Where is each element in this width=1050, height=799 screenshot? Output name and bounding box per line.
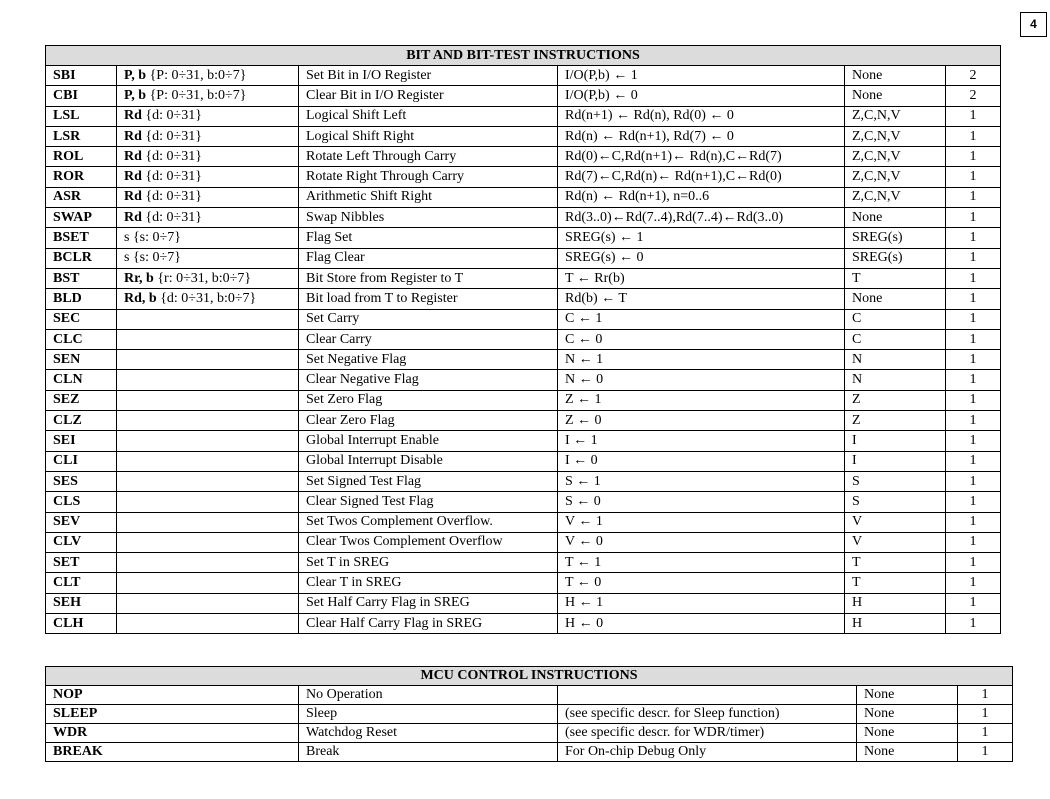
- operation-cell: SREG(s) ← 0: [558, 248, 845, 268]
- table-row: [46, 573, 1001, 593]
- flags-cell: Z,C,N,V: [845, 147, 946, 167]
- cycles-cell: 1: [946, 553, 1001, 573]
- flags-cell: T: [845, 553, 946, 573]
- mnemonic-cell: BCLR: [46, 248, 117, 268]
- description-cell: Clear Bit in I/O Register: [299, 86, 558, 106]
- flags-cell: H: [845, 593, 946, 613]
- mnemonic-cell: SEZ: [46, 390, 117, 410]
- flags-cell: Z,C,N,V: [845, 106, 946, 126]
- table-row: [46, 248, 1001, 268]
- operand-range: {d: 0÷31}: [141, 189, 202, 205]
- operation-cell: Z ← 1: [558, 390, 845, 410]
- operation-cell: Rd(n) ← Rd(n+1), n=0..6: [558, 187, 845, 207]
- table-row: [46, 390, 1001, 410]
- operation-cell: S ← 0: [558, 492, 845, 512]
- operand-registers: P, b: [124, 87, 147, 103]
- mnemonic-cell: CLS: [46, 492, 117, 512]
- table-title: BIT AND BIT-TEST INSTRUCTIONS: [46, 46, 1001, 66]
- description-cell: Clear Signed Test Flag: [299, 492, 558, 512]
- mnemonic-cell: SBI: [46, 66, 117, 86]
- flags-cell: C: [845, 309, 946, 329]
- flags-cell: C: [845, 329, 946, 349]
- flags-cell: None: [857, 743, 958, 762]
- operands-cell: [117, 66, 299, 86]
- flags-cell: T: [845, 268, 946, 288]
- table-row: [46, 268, 1001, 288]
- mnemonic-cell: BST: [46, 268, 117, 288]
- operation-cell: Rd(3..0)←Rd(7..4),Rd(7..4)←Rd(3..0): [558, 208, 845, 228]
- mnemonic-cell: CLH: [46, 614, 117, 634]
- mnemonic-cell: BLD: [46, 289, 117, 309]
- flags-cell: None: [857, 686, 958, 705]
- mnemonic-cell: CBI: [46, 86, 117, 106]
- cycles-cell: 1: [958, 686, 1013, 705]
- cycles-cell: 1: [946, 471, 1001, 491]
- operand-registers: Rd: [124, 189, 142, 205]
- operation-cell: T ← 0: [558, 573, 845, 593]
- table-row: [46, 167, 1001, 187]
- operands-cell: [117, 228, 299, 248]
- description-cell: Global Interrupt Disable: [299, 451, 558, 471]
- operation-cell: C ← 1: [558, 309, 845, 329]
- description-cell: Logical Shift Right: [299, 126, 558, 146]
- description-cell: Clear Twos Complement Overflow: [299, 532, 558, 552]
- flags-cell: None: [845, 289, 946, 309]
- cycles-cell: 1: [946, 106, 1001, 126]
- table-row: [46, 329, 1001, 349]
- table-row: [46, 66, 1001, 86]
- cycles-cell: 1: [946, 573, 1001, 593]
- table-row: [46, 350, 1001, 370]
- mnemonic-cell: CLZ: [46, 411, 117, 431]
- cycles-cell: 1: [946, 126, 1001, 146]
- flags-cell: Z,C,N,V: [845, 126, 946, 146]
- flags-cell: V: [845, 512, 946, 532]
- mnemonic-cell: ROL: [46, 147, 117, 167]
- table-row: [46, 492, 1001, 512]
- description-cell: Sleep: [299, 705, 558, 724]
- operands-cell: [117, 208, 299, 228]
- table-row: [46, 289, 1001, 309]
- cycles-cell: 1: [946, 268, 1001, 288]
- operand-range: {d: 0÷31, b:0÷7}: [156, 290, 257, 306]
- operation-cell: T ← 1: [558, 553, 845, 573]
- mnemonic-cell: SEI: [46, 431, 117, 451]
- operand-range: {d: 0÷31}: [141, 108, 202, 124]
- flags-cell: Z: [845, 411, 946, 431]
- mnemonic-cell: SWAP: [46, 208, 117, 228]
- description-cell: Clear T in SREG: [299, 573, 558, 593]
- table-row: [46, 147, 1001, 167]
- operands-cell: [117, 431, 299, 451]
- operation-cell: V ← 1: [558, 512, 845, 532]
- operation-cell: H ← 0: [558, 614, 845, 634]
- description-cell: Global Interrupt Enable: [299, 431, 558, 451]
- operands-cell: [117, 573, 299, 593]
- table-row: [46, 431, 1001, 451]
- flags-cell: SREG(s): [845, 228, 946, 248]
- operands-cell: [117, 614, 299, 634]
- cycles-cell: 1: [946, 187, 1001, 207]
- operation-cell: I ← 1: [558, 431, 845, 451]
- description-cell: Set Bit in I/O Register: [299, 66, 558, 86]
- operands-cell: [117, 451, 299, 471]
- description-cell: Logical Shift Left: [299, 106, 558, 126]
- flags-cell: Z,C,N,V: [845, 167, 946, 187]
- operands-cell: [117, 553, 299, 573]
- mnemonic-cell: NOP: [46, 686, 299, 705]
- table-title: MCU CONTROL INSTRUCTIONS: [46, 667, 1013, 686]
- operands-cell: [117, 532, 299, 552]
- operand-range: {d: 0÷31}: [141, 128, 202, 144]
- cycles-cell: 1: [946, 431, 1001, 451]
- description-cell: Set Negative Flag: [299, 350, 558, 370]
- flags-cell: N: [845, 370, 946, 390]
- description-cell: Bit Store from Register to T: [299, 268, 558, 288]
- operation-cell: N ← 0: [558, 370, 845, 390]
- mnemonic-cell: ASR: [46, 187, 117, 207]
- operand-registers: Rd: [124, 148, 142, 164]
- operands-cell: [117, 248, 299, 268]
- mnemonic-cell: SET: [46, 553, 117, 573]
- operation-cell: (see specific descr. for Sleep function): [558, 705, 857, 724]
- description-cell: Rotate Left Through Carry: [299, 147, 558, 167]
- flags-cell: SREG(s): [845, 248, 946, 268]
- description-cell: Swap Nibbles: [299, 208, 558, 228]
- operand-range: s {s: 0÷7}: [124, 250, 181, 266]
- operation-cell: Rd(7)←C,Rd(n)← Rd(n+1),C←Rd(0): [558, 167, 845, 187]
- bit-instructions-table: [45, 45, 1001, 634]
- mnemonic-cell: WDR: [46, 724, 299, 743]
- description-cell: Set Twos Complement Overflow.: [299, 512, 558, 532]
- operand-registers: Rr, b: [124, 270, 154, 286]
- cycles-cell: 1: [958, 743, 1013, 762]
- table-row: [46, 126, 1001, 146]
- table-row: [46, 228, 1001, 248]
- table-row: [46, 705, 1013, 724]
- description-cell: Set Signed Test Flag: [299, 471, 558, 491]
- table-row: [46, 532, 1001, 552]
- table-row: [46, 593, 1001, 613]
- mnemonic-cell: CLT: [46, 573, 117, 593]
- operand-range: {P: 0÷31, b:0÷7}: [146, 67, 247, 83]
- cycles-cell: 1: [946, 228, 1001, 248]
- table-row: [46, 553, 1001, 573]
- mnemonic-cell: CLI: [46, 451, 117, 471]
- operation-cell: I ← 0: [558, 451, 845, 471]
- mnemonic-cell: BSET: [46, 228, 117, 248]
- flags-cell: None: [857, 724, 958, 743]
- table-row: [46, 614, 1001, 634]
- operation-cell: H ← 1: [558, 593, 845, 613]
- operands-cell: [117, 471, 299, 491]
- operation-cell: C ← 0: [558, 329, 845, 349]
- operation-cell: Rd(0)←C,Rd(n+1)← Rd(n),C←Rd(7): [558, 147, 845, 167]
- cycles-cell: 1: [946, 451, 1001, 471]
- operands-cell: [117, 512, 299, 532]
- flags-cell: I: [845, 451, 946, 471]
- description-cell: Set Half Carry Flag in SREG: [299, 593, 558, 613]
- operands-cell: [117, 593, 299, 613]
- operands-cell: [117, 147, 299, 167]
- description-cell: Set Zero Flag: [299, 390, 558, 410]
- table-row: [46, 471, 1001, 491]
- operation-cell: For On-chip Debug Only: [558, 743, 857, 762]
- operand-registers: Rd, b: [124, 290, 157, 306]
- table-row: [46, 411, 1001, 431]
- operands-cell: [117, 268, 299, 288]
- mnemonic-cell: LSR: [46, 126, 117, 146]
- mnemonic-cell: BREAK: [46, 743, 299, 762]
- cycles-cell: 2: [946, 66, 1001, 86]
- mnemonic-cell: CLN: [46, 370, 117, 390]
- flags-cell: None: [857, 705, 958, 724]
- cycles-cell: 1: [946, 614, 1001, 634]
- operation-cell: N ← 1: [558, 350, 845, 370]
- cycles-cell: 1: [946, 532, 1001, 552]
- cycles-cell: 1: [946, 593, 1001, 613]
- mnemonic-cell: SEN: [46, 350, 117, 370]
- description-cell: Clear Negative Flag: [299, 370, 558, 390]
- mnemonic-cell: SEC: [46, 309, 117, 329]
- operation-cell: SREG(s) ← 1: [558, 228, 845, 248]
- operands-cell: [117, 106, 299, 126]
- mnemonic-cell: SEH: [46, 593, 117, 613]
- mnemonic-cell: CLC: [46, 329, 117, 349]
- table-row: [46, 208, 1001, 228]
- flags-cell: I: [845, 431, 946, 451]
- cycles-cell: 1: [946, 248, 1001, 268]
- operation-cell: (see specific descr. for WDR/timer): [558, 724, 857, 743]
- table-row: [46, 86, 1001, 106]
- operation-cell: Rd(n+1) ← Rd(n), Rd(0) ← 0: [558, 106, 845, 126]
- cycles-cell: 1: [946, 329, 1001, 349]
- flags-cell: H: [845, 614, 946, 634]
- operation-cell: I/O(P,b) ← 0: [558, 86, 845, 106]
- operands-cell: [117, 370, 299, 390]
- operation-cell: Rd(b) ← T: [558, 289, 845, 309]
- operand-range: {P: 0÷31, b:0÷7}: [146, 87, 247, 103]
- table-row: [46, 451, 1001, 471]
- flags-cell: N: [845, 350, 946, 370]
- operands-cell: [117, 86, 299, 106]
- cycles-cell: 1: [946, 289, 1001, 309]
- flags-cell: None: [845, 66, 946, 86]
- description-cell: No Operation: [299, 686, 558, 705]
- operation-cell: S ← 1: [558, 471, 845, 491]
- mnemonic-cell: CLV: [46, 532, 117, 552]
- table-row: [46, 309, 1001, 329]
- page-number: 4: [1020, 12, 1047, 37]
- operands-cell: [117, 187, 299, 207]
- description-cell: Flag Clear: [299, 248, 558, 268]
- cycles-cell: 2: [946, 86, 1001, 106]
- cycles-cell: 1: [946, 208, 1001, 228]
- cycles-cell: 1: [946, 512, 1001, 532]
- operands-cell: [117, 126, 299, 146]
- operand-registers: Rd: [124, 209, 142, 225]
- description-cell: Watchdog Reset: [299, 724, 558, 743]
- description-cell: Break: [299, 743, 558, 762]
- cycles-cell: 1: [946, 492, 1001, 512]
- table-row: [46, 686, 1013, 705]
- operand-registers: Rd: [124, 108, 142, 124]
- flags-cell: S: [845, 471, 946, 491]
- operands-cell: [117, 492, 299, 512]
- cycles-cell: 1: [946, 411, 1001, 431]
- description-cell: Bit load from T to Register: [299, 289, 558, 309]
- description-cell: Set Carry: [299, 309, 558, 329]
- operand-registers: Rd: [124, 128, 142, 144]
- operands-cell: [117, 390, 299, 410]
- operand-registers: Rd: [124, 169, 142, 185]
- operation-cell: [558, 686, 857, 705]
- mnemonic-cell: SES: [46, 471, 117, 491]
- cycles-cell: 1: [946, 147, 1001, 167]
- cycles-cell: 1: [946, 309, 1001, 329]
- table-row: [46, 512, 1001, 532]
- operands-cell: [117, 329, 299, 349]
- cycles-cell: 1: [946, 167, 1001, 187]
- operands-cell: [117, 167, 299, 187]
- description-cell: Clear Half Carry Flag in SREG: [299, 614, 558, 634]
- table-row: [46, 106, 1001, 126]
- flags-cell: V: [845, 532, 946, 552]
- flags-cell: None: [845, 86, 946, 106]
- flags-cell: T: [845, 573, 946, 593]
- operands-cell: [117, 309, 299, 329]
- cycles-cell: 1: [946, 390, 1001, 410]
- description-cell: Set T in SREG: [299, 553, 558, 573]
- flags-cell: S: [845, 492, 946, 512]
- mnemonic-cell: ROR: [46, 167, 117, 187]
- operation-cell: Z ← 0: [558, 411, 845, 431]
- cycles-cell: 1: [958, 705, 1013, 724]
- operand-range: {d: 0÷31}: [141, 169, 202, 185]
- cycles-cell: 1: [946, 370, 1001, 390]
- operands-cell: [117, 289, 299, 309]
- table-row: [46, 370, 1001, 390]
- operand-registers: P, b: [124, 67, 147, 83]
- mcu-control-table: [45, 666, 1013, 762]
- description-cell: Clear Zero Flag: [299, 411, 558, 431]
- cycles-cell: 1: [946, 350, 1001, 370]
- table-row: [46, 187, 1001, 207]
- operands-cell: [117, 350, 299, 370]
- table-row: [46, 743, 1013, 762]
- operand-range: {d: 0÷31}: [141, 209, 202, 225]
- operation-cell: T ← Rr(b): [558, 268, 845, 288]
- mnemonic-cell: SLEEP: [46, 705, 299, 724]
- operation-cell: I/O(P,b) ← 1: [558, 66, 845, 86]
- description-cell: Arithmetic Shift Right: [299, 187, 558, 207]
- cycles-cell: 1: [958, 724, 1013, 743]
- operation-cell: V ← 0: [558, 532, 845, 552]
- description-cell: Rotate Right Through Carry: [299, 167, 558, 187]
- operand-range: s {s: 0÷7}: [124, 230, 181, 246]
- operation-cell: Rd(n) ← Rd(n+1), Rd(7) ← 0: [558, 126, 845, 146]
- operand-range: {r: 0÷31, b:0÷7}: [153, 270, 252, 286]
- mnemonic-cell: SEV: [46, 512, 117, 532]
- table-row: [46, 724, 1013, 743]
- mnemonic-cell: LSL: [46, 106, 117, 126]
- operands-cell: [117, 411, 299, 431]
- flags-cell: Z: [845, 390, 946, 410]
- operand-range: {d: 0÷31}: [141, 148, 202, 164]
- flags-cell: None: [845, 208, 946, 228]
- description-cell: Clear Carry: [299, 329, 558, 349]
- flags-cell: Z,C,N,V: [845, 187, 946, 207]
- description-cell: Flag Set: [299, 228, 558, 248]
